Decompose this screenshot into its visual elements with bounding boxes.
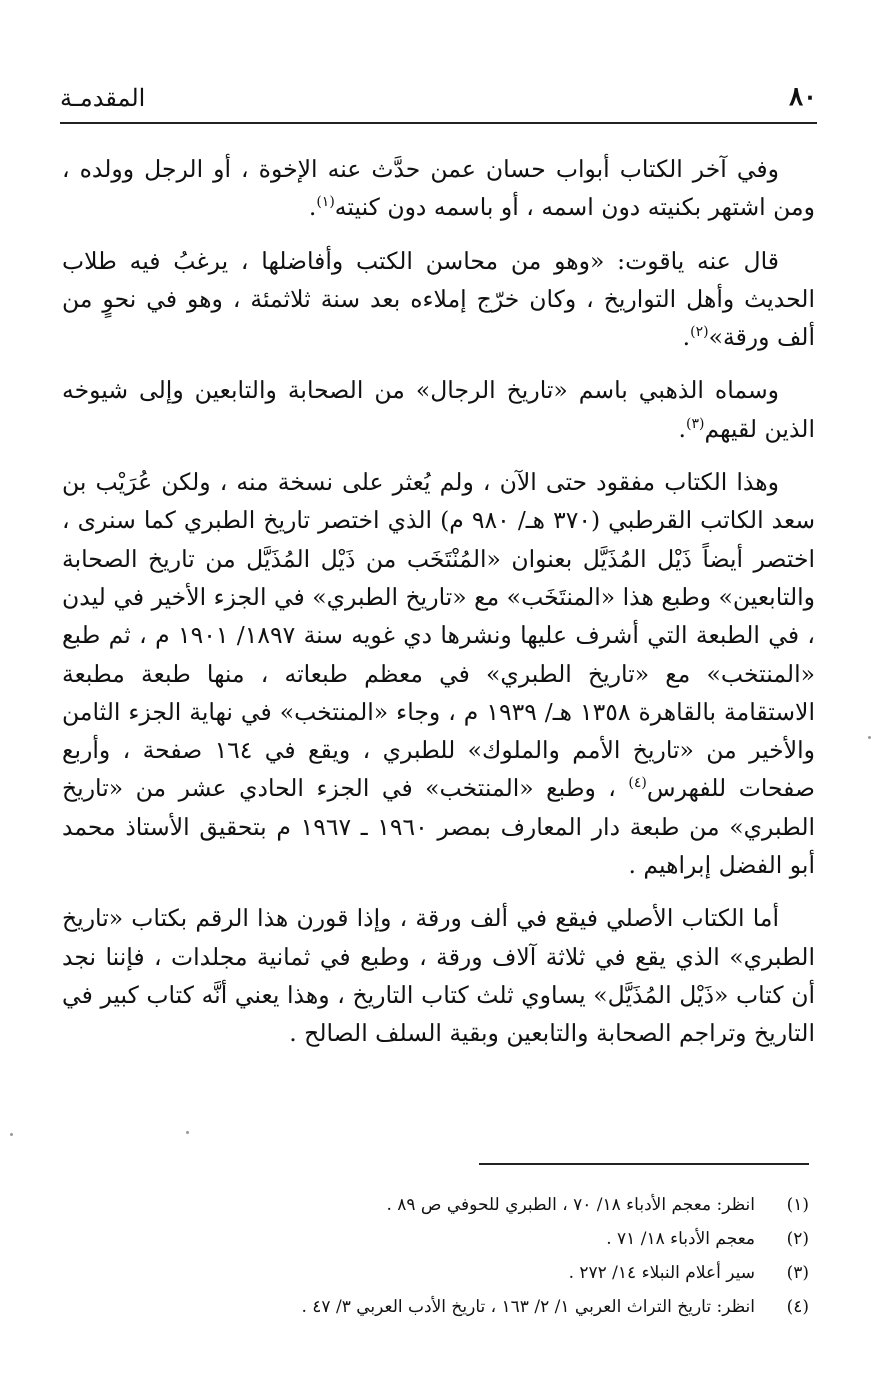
paragraph-text: وهذا الكتاب مفقود حتى الآن ، ولم يُعثر على نسخة منه ، ولكن عُرَيْب بن سعد الكاتب القرطبي (٣٧٠ هـ/ ٩٨٠ م) الذي اختصر تاريخ الطبري كما سنرى ، اختصر أيضاً ذَيْل المُذَيَّل بعنوان «المُنْتَخَب من ذَيْل المُذَيَّل من تاريخ الصحابة والتابعين» وطبع هذا «المنتَخَب» مع «تاريخ الطبري» في الجزء الأخير في ليدن ، في الطبعة التي أشرف عليها ونشرها دي غويه سنة ١٨٩٧/ ١٩٠١ م ، ثم طبع «المنتخب» مع «تاريخ الطبري» في معظم طبعاته ، منها طبعة مطبعة الاستقامة بالقاهرة ١٣٥٨ هـ/ ١٩٣٩ م ، وجاء «المنتخب» في نهاية الجزء الثامن والأخير من «تاريخ الأمم والملوك» للطبري ، ويقع في ١٦٤ صفحة ، وأربع صفحات للفهرس xyxy=(62,468,816,803)
footnote-marker: (٢) xyxy=(690,324,709,341)
footnote xyxy=(62,1290,809,1324)
footnote-text: سير أعلام النبلاء ١٤/ ٢٧٢ . xyxy=(568,1263,755,1283)
paragraph-text: أما الكتاب الأصلي فيقع في ألف ورقة ، وإذا قورن هذا الرقم بكتاب «تاريخ الطبري» الذي يقع في ثلاثة آلاف ورقة ، وطبع في ثمانية مجلدات ، فإننا نجد أن كتاب «ذَيْل المُذَيَّل» يساوي ثلث كتاب التاريخ ، وهذا يعني أنَّه كتاب كبير في التاريخ وتراجم الصحابة والتابعين وبقية السلف الصالح . xyxy=(62,904,815,1048)
paragraph xyxy=(62,242,815,357)
paragraph xyxy=(62,899,815,1052)
paragraph xyxy=(62,371,815,448)
footnote-text: انظر: معجم الأدباء ١٨/ ٧٠ ، الطبري للحوفي ص ٨٩ . xyxy=(386,1195,755,1215)
paragraph-text: وفي آخر الكتاب أبواب حسان عمن حدَّث عنه الإخوة ، أو الرجل وولده ، ومن اشتهر بكنيته دون اسمه ، أو باسمه دون كنيته xyxy=(62,155,815,222)
footnote-number: (٢) xyxy=(786,1229,809,1249)
paragraph-text: وسماه الذهبي باسم «تاريخ الرجال» من الصحابة والتابعين وإلى شيوخه الذين لقيهم xyxy=(62,376,815,443)
paragraph-text: قال عنه ياقوت: «وهو من محاسن الكتب وأفاضلها ، يرغبُ فيه طلاب الحديث وأهل التواريخ ، وكان خرّج إملاءه بعد سنة ثلاثمئة ، وهو في نحوٍ من ألف ورقة» xyxy=(62,246,815,352)
paragraph-text-end: . xyxy=(678,414,686,443)
scan-speck xyxy=(186,1131,189,1134)
running-title: المقدمـة xyxy=(60,84,146,112)
scan-speck xyxy=(868,736,871,739)
page-number: ٨٠ xyxy=(789,82,817,112)
footnote-separator xyxy=(479,1163,809,1165)
footnote-text: انظر: تاريخ التراث العربي ١/ ٢/ ١٦٣ ، تاريخ الأدب العربي ٣/ ٤٧ . xyxy=(301,1297,755,1317)
footnote xyxy=(62,1188,809,1222)
page-header xyxy=(60,82,817,124)
scan-speck xyxy=(10,1133,13,1136)
paragraph-text-end: . xyxy=(682,323,691,352)
footnote-number: (١) xyxy=(786,1195,809,1215)
paragraph-text-end: . xyxy=(308,193,317,222)
footnote-text: معجم الأدباء ١٨/ ٧١ . xyxy=(606,1229,755,1249)
paragraph xyxy=(62,463,815,884)
paragraph-text-end: ، وطبع «المنتخب» في الجزء الحادي عشر من «تاريخ الطبري» من طبعة دار المعارف بمصر ١٩٦٠ ـ ١٩٦٧ م بتحقيق الأستاذ محمد أبو الفضل إبراهيم . xyxy=(62,774,816,880)
footnotes xyxy=(62,1188,809,1324)
footnote-number: (٤) xyxy=(786,1297,809,1317)
footnote xyxy=(62,1256,809,1290)
paragraph xyxy=(62,150,815,227)
footnote-marker: (١) xyxy=(316,194,335,211)
footnote-marker: (٣) xyxy=(685,415,705,432)
footnote xyxy=(62,1222,809,1256)
main-text xyxy=(62,150,815,1068)
footnote-number: (٣) xyxy=(786,1263,809,1283)
footnote-marker: (٤) xyxy=(628,775,647,792)
